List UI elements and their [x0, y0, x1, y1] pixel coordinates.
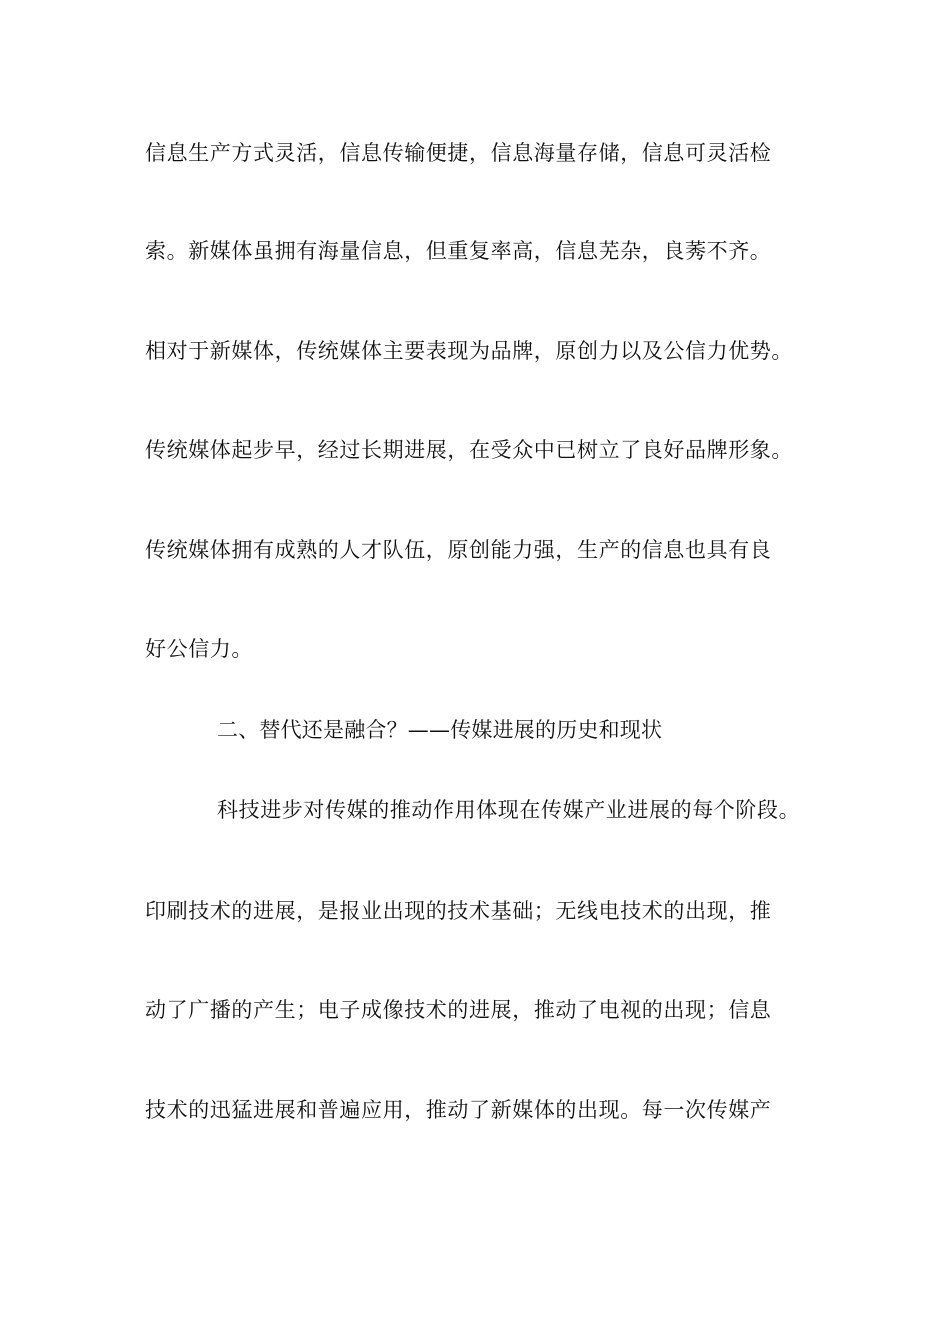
paragraph-line: 传统媒体拥有成熟的人才队伍，原创能力强，生产的信息也具有良	[145, 538, 772, 562]
paragraph-line: 科技进步对传媒的推动作用体现在传媒产业进展的每个阶段。	[217, 798, 801, 822]
paragraph-line: 信息生产方式灵活，信息传输便捷，信息海量存储，信息可灵活检	[145, 141, 772, 165]
section-heading: 二、替代还是融合？——传媒进展的历史和现状	[217, 718, 663, 742]
paragraph-line: 相对于新媒体，传统媒体主要表现为品牌，原创力以及公信力优势。	[145, 339, 793, 363]
paragraph-line: 好公信力。	[145, 637, 253, 661]
paragraph-line: 印刷技术的进展，是报业出现的技术基础；无线电技术的出现，推	[145, 899, 772, 923]
paragraph-line: 动了广播的产生；电子成像技术的进展，推动了电视的出现；信息	[145, 998, 772, 1022]
paragraph-line: 索。新媒体虽拥有海量信息，但重复率高，信息芜杂，良莠不齐。	[145, 239, 772, 263]
paragraph-line: 传统媒体起步早，经过长期进展，在受众中已树立了良好品牌形象。	[145, 438, 793, 462]
paragraph-line: 技术的迅猛进展和普遍应用，推动了新媒体的出现。每一次传媒产	[145, 1098, 772, 1122]
